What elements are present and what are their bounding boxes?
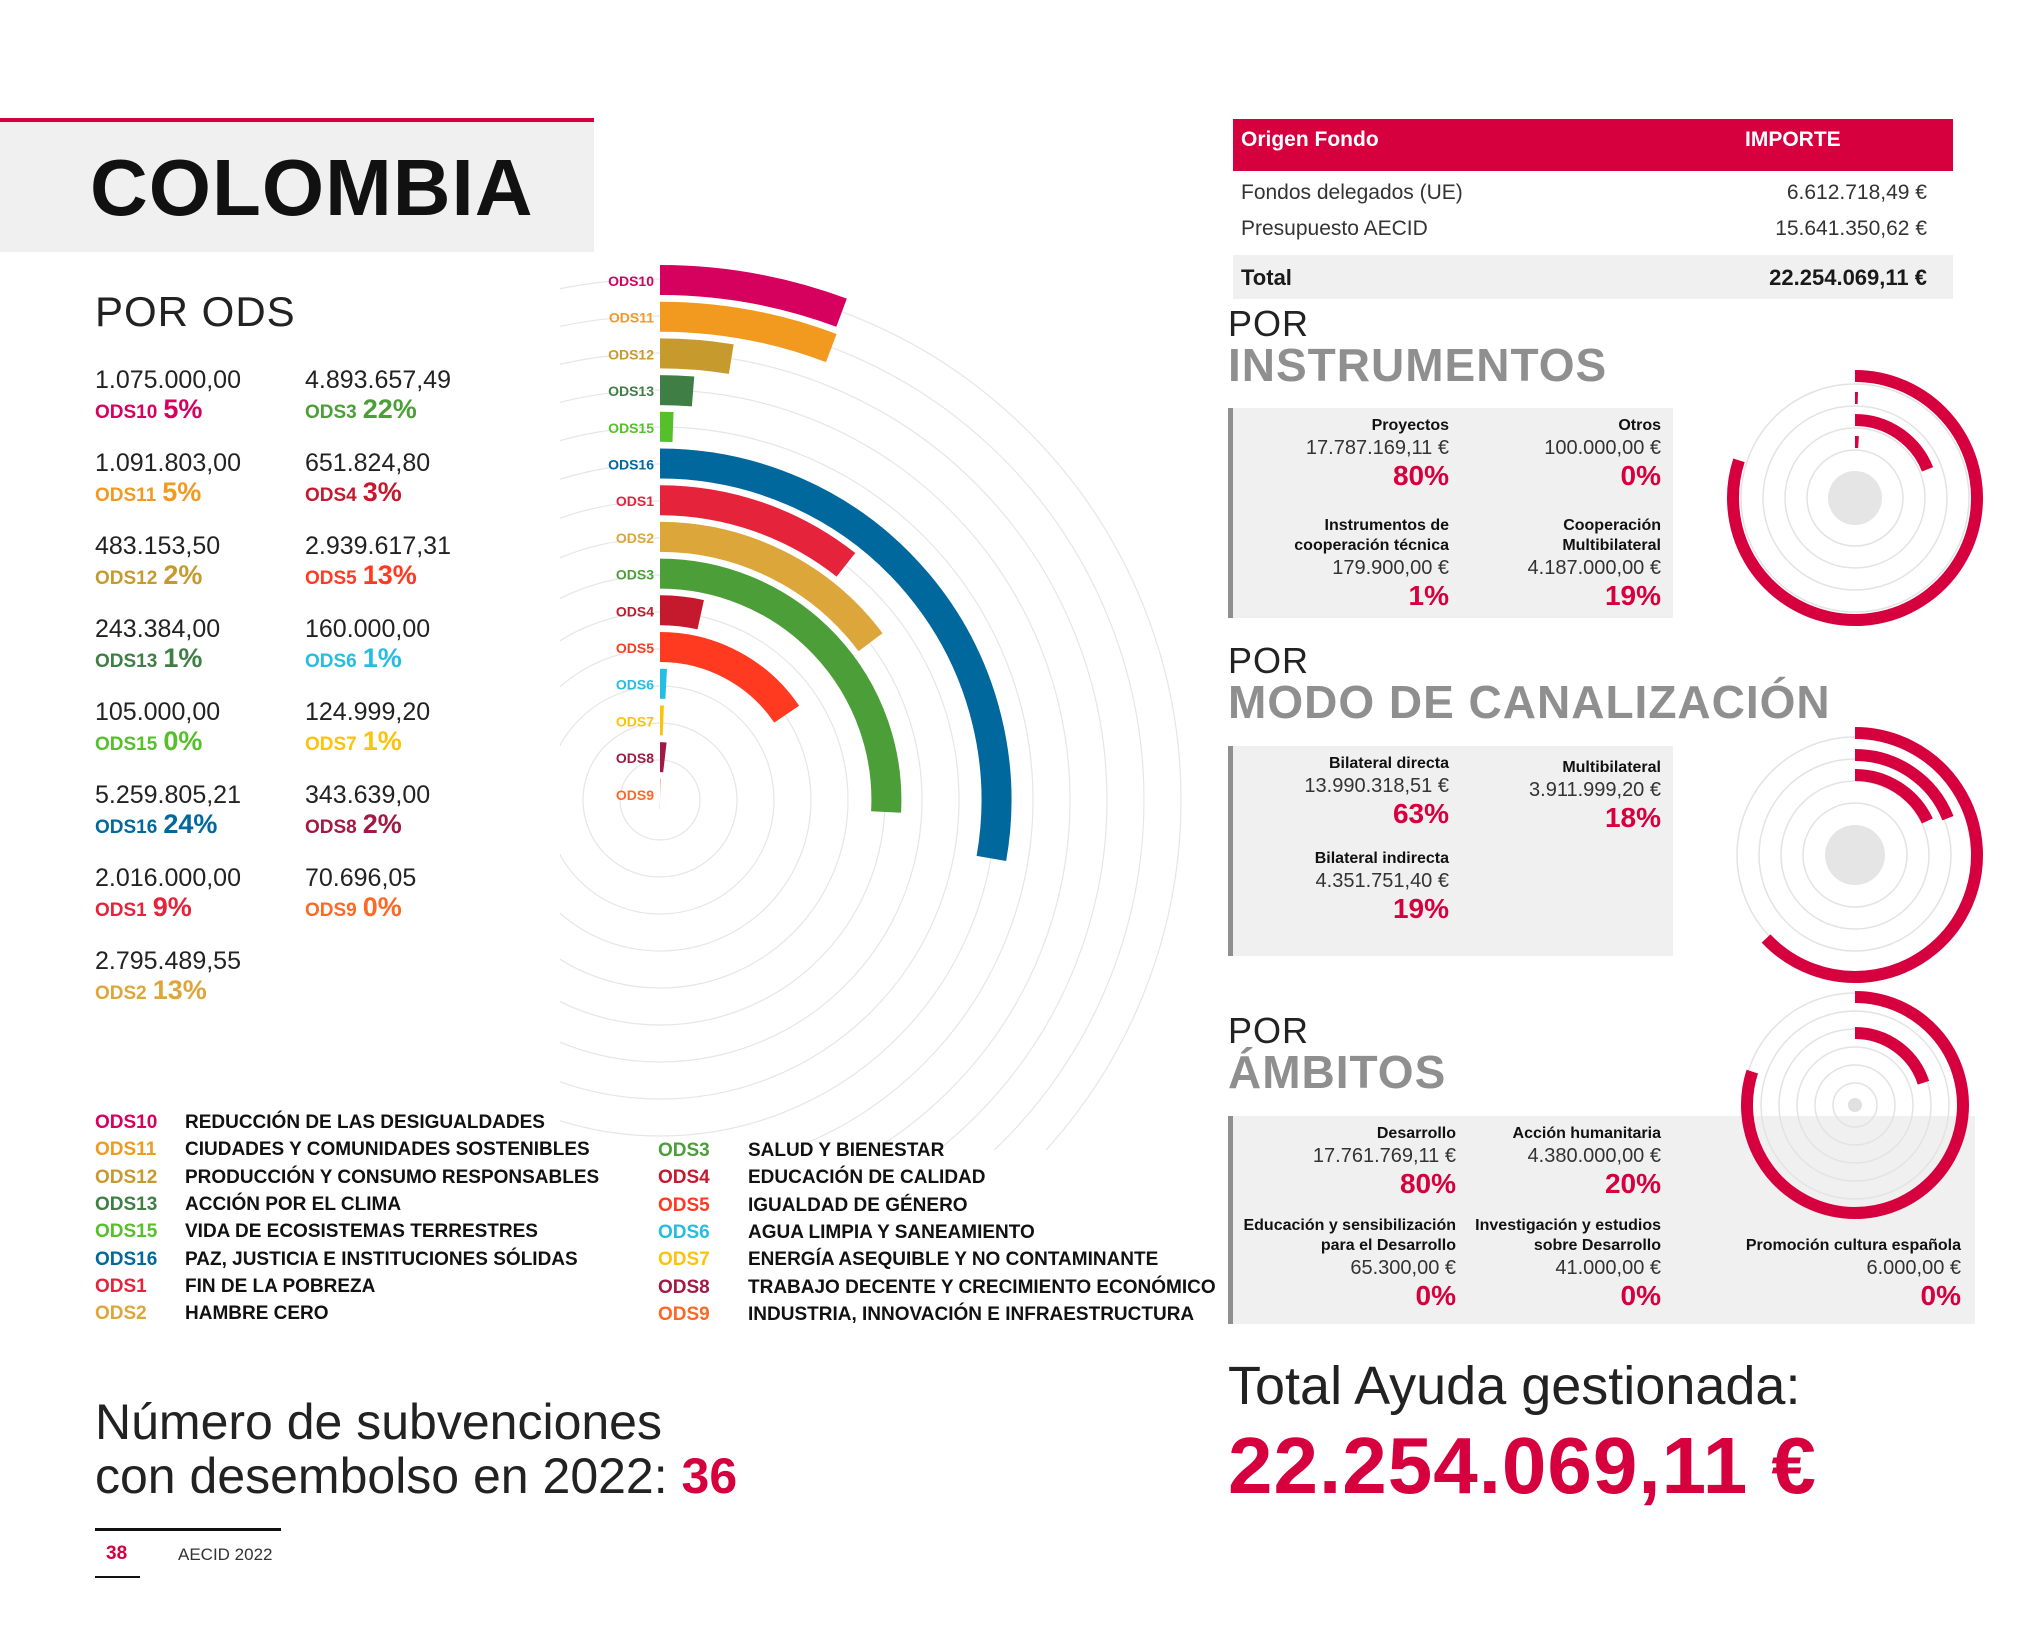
ods-amount: 651.824,80 (305, 449, 431, 477)
ods-amount-entry (305, 365, 451, 427)
ods-percent: 1% (163, 643, 203, 673)
ambitos-title: ÁMBITOS (1228, 1046, 1447, 1098)
ods-code: ODS6 (305, 651, 357, 672)
legend-code: ODS11 (95, 1139, 157, 1161)
legend-code: ODS13 (95, 1193, 158, 1215)
chart-bar-ods12 (660, 353, 731, 359)
stat-bilateral-directa (1249, 754, 1449, 830)
fund-origin-table (1233, 119, 1953, 299)
ods-code-pct (305, 644, 430, 676)
ods-amount: 1.075.000,00 (95, 366, 241, 394)
stat-multibilateral (1461, 516, 1661, 612)
ods-percent: 13% (152, 975, 207, 1005)
ods-amount: 5.259.805,21 (95, 781, 241, 809)
stat-name: Bilateral indirecta (1314, 850, 1449, 867)
legend-code: ODS1 (95, 1275, 147, 1297)
legend-name: SALUD Y BIENESTAR (748, 1140, 945, 1161)
ods-amount: 2.939.617,31 (305, 532, 451, 560)
ods-amount: 70.696,05 (305, 864, 417, 892)
ods-code-pct (305, 727, 430, 759)
chart-label-ods10: ODS10 (608, 273, 654, 289)
fund-header-origin: Origen Fondo (1241, 128, 1379, 151)
ambitos-hub (1848, 1098, 1862, 1112)
ods-amount: 160.000,00 (305, 615, 431, 643)
ods-code: ODS12 (95, 568, 158, 589)
ods-code: ODS5 (305, 568, 357, 589)
instrumentos-arc (1855, 420, 1928, 469)
ods-code: ODS4 (305, 485, 357, 506)
instrumentos-title: INSTRUMENTOS (1228, 339, 1608, 391)
stat-amount: 4.351.751,40 € (1315, 870, 1449, 892)
ods-code-pct (305, 810, 430, 842)
stat-percent: 80% (1399, 1168, 1456, 1199)
fund-row-label: Presupuesto AECID (1241, 217, 1428, 240)
ods-code: ODS1 (95, 900, 147, 921)
chart-label-ods1: ODS1 (615, 493, 654, 510)
ods-code-pct (95, 644, 220, 676)
legend-name: FIN DE LA POBREZA (185, 1275, 376, 1297)
stat-name-2: para el Desarrollo (1320, 1237, 1456, 1254)
legend-name: AGUA LIMPIA Y SANEAMIENTO (748, 1221, 1035, 1243)
stat-percent: 0% (1620, 1280, 1661, 1311)
chart-label-ods6: ODS6 (615, 676, 654, 693)
stat-percent: 0% (1620, 460, 1661, 491)
fund-total-row (1233, 255, 1953, 299)
stat-name-2: cooperación técnica (1294, 537, 1449, 554)
instrumentos-por: POR (1228, 303, 1310, 344)
instrumentos-box (1228, 408, 1673, 618)
ods-amount-entry (305, 863, 416, 925)
ods-code: ODS16 (95, 817, 158, 838)
chart-label-ods15: ODS15 (608, 419, 654, 436)
stat-amount: 100.000,00 € (1544, 437, 1661, 459)
stat-name: Otros (1618, 417, 1661, 434)
ods-percent: 3% (362, 477, 402, 507)
legend-name: PRODUCCIÓN Y CONSUMO RESPONSABLES (185, 1166, 600, 1188)
canalizacion-ring-chart (1720, 720, 1990, 990)
stat-percent: 0% (1415, 1280, 1456, 1311)
stat-percent: 19% (1604, 580, 1661, 611)
por-ods-heading: POR ODS (95, 288, 296, 335)
total-ayuda-value: 22.254.069,11 € (1228, 1421, 1817, 1510)
ods-amount: 2.016.000,00 (95, 864, 241, 892)
ambitos-por: POR (1228, 1010, 1310, 1051)
ods-amount-entry (305, 697, 430, 759)
chart-label-ods4: ODS4 (615, 603, 654, 620)
fund-row-label: Fondos delegados (UE) (1241, 181, 1463, 204)
chart-label-ods3: ODS3 (615, 566, 654, 583)
stat-percent: 19% (1392, 893, 1449, 924)
ods-percent: 0% (163, 726, 203, 756)
stat-amount: 3.911.999,20 € (1529, 779, 1661, 801)
legend-item (95, 1139, 590, 1161)
chart-label-ods2: ODS2 (615, 529, 654, 546)
ods-amount-entry (95, 365, 241, 427)
stat-cooperacion-tecnica (1249, 516, 1449, 612)
ods-amount-entry (95, 531, 220, 593)
ods-code-pct (305, 893, 416, 925)
ods-amount-entry (95, 863, 241, 925)
canalizacion-por: POR (1228, 640, 1310, 681)
legend-code: ODS4 (658, 1167, 710, 1189)
stat-name: Bilateral directa (1328, 755, 1449, 772)
chart-label-ods8: ODS8 (615, 750, 654, 767)
legend-name: PAZ, JUSTICIA E INSTITUCIONES SÓLIDAS (185, 1248, 578, 1270)
stat-percent: 20% (1604, 1168, 1661, 1199)
instrumentos-ring-chart (1720, 358, 1990, 628)
legend-item (658, 1167, 986, 1189)
ods-amount-entry (95, 946, 241, 1008)
legend-code: ODS8 (658, 1276, 710, 1298)
ods-amount: 243.384,00 (95, 615, 221, 643)
ods-code-pct (305, 395, 451, 427)
legend-code: ODS6 (658, 1221, 710, 1243)
ods-amount: 1.091.803,00 (95, 449, 241, 477)
legend-item (95, 1221, 538, 1243)
subvenciones-line2 (95, 1449, 737, 1503)
legend-code: ODS12 (95, 1166, 158, 1188)
stat-accion-humanitaria (1461, 1124, 1661, 1200)
ods-code: ODS10 (95, 402, 158, 423)
stat-amount: 4.187.000,00 € (1527, 557, 1661, 579)
total-ayuda-label: Total Ayuda gestionada: (1228, 1356, 1801, 1416)
legend-item (658, 1304, 1194, 1326)
ods-code-pct (95, 561, 220, 593)
ods-amount-entry (305, 531, 451, 593)
ods-percent: 2% (362, 809, 402, 839)
canalizacion-title: MODO DE CANALIZACIÓN (1228, 676, 1831, 728)
chart-grid-ring (560, 686, 774, 914)
stat-bilateral-indirecta (1249, 849, 1449, 925)
stat-desarrollo (1256, 1124, 1456, 1200)
ods-amount: 4.893.657,49 (305, 366, 451, 394)
ods-percent: 1% (362, 643, 402, 673)
ods-amount: 483.153,50 (95, 532, 221, 560)
ods-percent: 5% (163, 394, 203, 424)
legend-item (95, 1276, 375, 1298)
ods-amount: 2.795.489,55 (95, 947, 241, 975)
ods-percent: 24% (163, 809, 218, 839)
legend-item (95, 1112, 545, 1134)
stat-percent: 18% (1604, 802, 1661, 833)
ods-code-pct (95, 395, 241, 427)
legend-name: HAMBRE CERO (185, 1303, 329, 1325)
stat-name: Proyectos (1371, 417, 1449, 434)
ods-amount-entry (95, 780, 241, 842)
ods-code-pct (305, 561, 451, 593)
legend-item (95, 1249, 578, 1271)
fund-header-amount: IMPORTE (1745, 128, 1841, 151)
fund-total-value: 22.254.069,11 € (1769, 265, 1927, 290)
ods-percent: 13% (362, 560, 417, 590)
fund-total-label: Total (1241, 265, 1292, 290)
chart-label-ods7: ODS7 (615, 713, 654, 730)
stat-name: Educación y sensibilización (1243, 1217, 1456, 1234)
ods-percent: 9% (152, 892, 192, 922)
stat-educacion (1226, 1216, 1456, 1312)
stat-name: Desarrollo (1376, 1125, 1456, 1142)
legend-item (95, 1194, 401, 1216)
canalizacion-hub (1825, 825, 1885, 885)
legend-code: ODS10 (95, 1112, 158, 1133)
ods-code: ODS15 (95, 734, 158, 755)
footer-line (95, 1528, 281, 1531)
stat-amount: 17.787.169,11 € (1305, 437, 1449, 459)
legend-code: ODS5 (658, 1194, 710, 1216)
ods-radial-chart (560, 250, 1220, 1150)
subvenciones-line2-text: con desembolso en 2022: (95, 1448, 668, 1504)
stat-name: Acción humanitaria (1512, 1125, 1661, 1142)
ods-amount-entry (305, 780, 430, 842)
ods-code: ODS8 (305, 817, 357, 838)
stat-name: Investigación y estudios (1475, 1217, 1661, 1234)
legend-item (95, 1167, 599, 1189)
legend-code: ODS15 (95, 1221, 158, 1243)
stat-amount: 4.380.000,00 € (1527, 1145, 1661, 1167)
chart-label-ods13: ODS13 (608, 383, 654, 400)
ods-percent: 22% (362, 394, 417, 424)
chart-label-ods16: ODS16 (608, 456, 654, 473)
ods-percent: 2% (163, 560, 203, 590)
legend-code: ODS9 (658, 1303, 710, 1325)
legend-code: ODS2 (95, 1303, 147, 1325)
chart-label-ods5: ODS5 (615, 640, 654, 656)
legend-item (658, 1195, 968, 1217)
subvenciones-text (95, 1395, 737, 1503)
ods-code-pct (95, 976, 241, 1008)
ods-amount-entry (305, 614, 430, 676)
chart-label-ods9: ODS9 (615, 786, 654, 803)
legend-item (658, 1140, 944, 1162)
legend-name: ACCIÓN POR EL CLIMA (185, 1193, 402, 1215)
ods-code-pct (95, 810, 241, 842)
stat-amount: 65.300,00 € (1350, 1257, 1456, 1279)
ods-code-pct (305, 478, 430, 510)
subvenciones-count: 36 (681, 1448, 738, 1504)
footer-page-number: 38 (106, 1543, 128, 1564)
legend-item (95, 1303, 329, 1325)
legend-item (658, 1222, 1035, 1244)
footer-page-underline (95, 1576, 140, 1578)
subvenciones-line1: Número de subvenciones (95, 1394, 662, 1450)
fund-row-value: 6.612.718,49 € (1786, 181, 1927, 204)
legend-name: IGUALDAD DE GÉNERO (748, 1194, 968, 1216)
ods-code: ODS11 (95, 485, 157, 506)
stat-multibilateral (1461, 758, 1661, 834)
stat-amount: 17.761.769,11 € (1312, 1145, 1456, 1167)
ambitos-ring-chart (1735, 985, 1975, 1225)
stat-amount: 41.000,00 € (1555, 1257, 1661, 1279)
instrumentos-hub (1828, 471, 1882, 525)
stat-investigacion (1461, 1216, 1661, 1312)
fund-row-value: 15.641.350,62 € (1775, 217, 1927, 240)
ods-amount: 343.639,00 (305, 781, 431, 809)
ods-code-pct (95, 478, 241, 510)
ods-amount: 105.000,00 (95, 698, 221, 726)
legend-code: ODS16 (95, 1248, 158, 1270)
ods-code: ODS13 (95, 651, 158, 672)
legend-name: INDUSTRIA, INNOVACIÓN E INFRAESTRUCTURA (748, 1303, 1195, 1325)
stat-name: Cooperación (1563, 517, 1661, 534)
ods-amount-entry (95, 697, 220, 759)
stat-name-2: Multibilateral (1562, 537, 1661, 554)
legend-name: ENERGÍA ASEQUIBLE Y NO CONTAMINANTE (748, 1249, 1159, 1271)
legend-item (658, 1277, 1216, 1299)
stat-percent: 63% (1392, 798, 1449, 829)
ods-code-pct (95, 893, 241, 925)
canalizacion-box (1228, 746, 1673, 956)
chart-label-ods12: ODS12 (608, 346, 654, 363)
legend-name: EDUCACIÓN DE CALIDAD (748, 1167, 986, 1189)
fund-row (1233, 175, 1953, 211)
stat-proyectos (1249, 416, 1449, 492)
ods-code: ODS3 (305, 402, 357, 423)
legend-code: ODS3 (658, 1140, 710, 1161)
stat-promocion-cultura (1701, 1236, 1961, 1312)
fund-table-header (1233, 119, 1953, 171)
ods-percent: 0% (362, 892, 402, 922)
ods-amount-entry (95, 614, 220, 676)
ods-percent: 5% (162, 477, 202, 507)
legend-item (658, 1249, 1158, 1271)
stat-name: Promoción cultura española (1745, 1237, 1961, 1254)
legend-name: REDUCCIÓN DE LAS DESIGUALDADES (185, 1112, 545, 1133)
chart-bar-ods13 (660, 390, 693, 391)
stat-amount: 179.900,00 € (1332, 557, 1449, 579)
fund-row (1233, 211, 1953, 247)
ods-percent: 1% (362, 726, 402, 756)
ods-code: ODS2 (95, 983, 147, 1004)
chart-label-ods11: ODS11 (608, 309, 654, 326)
stat-name: Multibilateral (1562, 759, 1661, 776)
ods-amount-entry (305, 448, 430, 510)
ods-code: ODS7 (305, 734, 357, 755)
stat-name: Instrumentos de (1324, 517, 1449, 534)
legend-name: CIUDADES Y COMUNIDADES SOSTENIBLES (185, 1139, 590, 1161)
stat-name-2: sobre Desarrollo (1533, 1237, 1661, 1254)
ods-code: ODS9 (305, 900, 357, 921)
stat-otros (1461, 416, 1661, 492)
legend-name: VIDA DE ECOSISTEMAS TERRESTRES (185, 1221, 538, 1243)
stat-percent: 0% (1920, 1280, 1961, 1311)
stat-percent: 1% (1408, 580, 1449, 611)
ods-code-pct (95, 727, 220, 759)
footer-label: AECID 2022 (178, 1545, 273, 1564)
legend-code: ODS7 (658, 1249, 710, 1271)
stat-amount: 6.000,00 € (1866, 1257, 1961, 1279)
chart-bar-ods5 (660, 647, 787, 714)
stat-percent: 80% (1392, 460, 1449, 491)
chart-bar-ods4 (660, 610, 701, 614)
legend-name: TRABAJO DECENTE Y CRECIMIENTO ECONÓMICO (748, 1276, 1216, 1298)
ods-amount-entry (95, 448, 241, 510)
page-title: COLOMBIA (90, 143, 534, 232)
ods-amount: 124.999,20 (305, 698, 431, 726)
stat-amount: 13.990.318,51 € (1304, 775, 1449, 797)
